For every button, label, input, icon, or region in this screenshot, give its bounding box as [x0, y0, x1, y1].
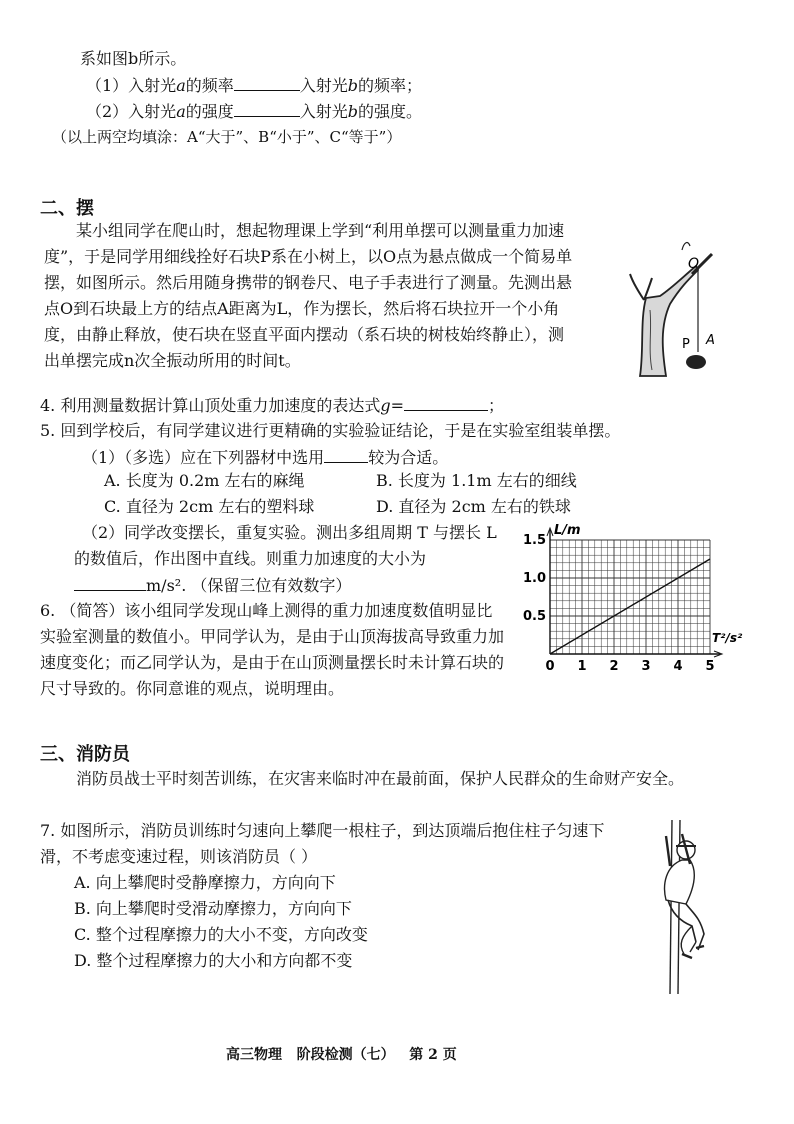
- y-tick-label: 1.5: [522, 533, 546, 548]
- q2-prefix: （2）入射光: [86, 102, 177, 121]
- question-6: 6. （简答）该小组同学发现山峰上测得的重力加速度数值明显比实验室测量的数值小。甲同学认为，是由于山顶海拔高导致重力加速度变化；而乙同学认为，是由于在山顶测量摆长时未计算石块的尺寸导致的。你同意谁的观点，说明理由。: [40, 601, 505, 698]
- q7-option-c: C. 整个过程摩擦力的大小不变，方向改变: [74, 925, 368, 944]
- q1-var-b: b: [347, 76, 359, 95]
- x-tick-label: 5: [705, 659, 715, 672]
- l-t2-chart: [520, 520, 770, 672]
- answer-blank-1[interactable]: [234, 72, 300, 91]
- chart-marks: [550, 559, 710, 654]
- section-title-pendulum: 二、摆: [40, 198, 94, 219]
- option-d: D. 直径为 2cm 左右的铁球: [376, 497, 571, 516]
- answer-blank-q5-1[interactable]: [324, 444, 368, 463]
- q7-option-a: A. 向上攀爬时受静摩擦力，方向向下: [74, 873, 336, 892]
- q5-2-unit: m/s².: [146, 576, 187, 595]
- series-line: [550, 559, 710, 654]
- q5-1-prefix: （1）（多选）应在下列器材中选用: [82, 448, 325, 467]
- continuation-line: 系如图b所示。: [80, 49, 187, 68]
- section-title-firefighter: 三、消防员: [40, 744, 130, 765]
- question-5: 5. 回到学校后，有同学建议进行更精确的实验验证结论，于是在实验室组装单摆。: [40, 421, 621, 440]
- x-axis-label: T²/s²: [712, 631, 743, 645]
- question-7: 7. 如图所示，消防员训练时匀速向上攀爬一根柱子，到达顶端后抱住柱子匀速下滑，不考虑变速过程，则该消防员（ ）: [40, 821, 605, 866]
- chart-grid: [550, 540, 710, 654]
- label-a: A: [706, 333, 715, 348]
- y-axis-label: L/m: [554, 523, 581, 538]
- firefighter-intro: 消防员战士平时刻苦训练，在灾害来临时冲在最前面，保护人民群众的生命财产安全。: [76, 769, 685, 788]
- footer-page: 第 2 页: [409, 1047, 457, 1063]
- x-tick-label: 0: [545, 659, 555, 672]
- tree-pendulum-figure: [626, 240, 726, 380]
- footer: [226, 1044, 457, 1064]
- fill-note: （以上两空均填涂：A“大于”、B“小于”、C“等于”）: [52, 128, 402, 146]
- question-5-2-line3: [74, 572, 351, 599]
- answer-blank-2[interactable]: [234, 98, 300, 117]
- q7-option-d: D. 整个过程摩擦力的大小和方向都不变: [74, 951, 353, 970]
- question-5-2-line2: 的数值后，作出图中直线。则重力加速度的大小为: [74, 549, 427, 568]
- q4-prefix: 4. 利用测量数据计算山顶处重力加速度的表达式: [40, 396, 381, 415]
- question-4: [40, 392, 504, 419]
- question-5-2-line1: （2）同学改变摆长，重复实验。测出多组周期 T 与摆长 L: [82, 523, 497, 542]
- option-c: C. 直径为 2cm 左右的塑料球: [104, 497, 315, 516]
- q1-post: 入射光: [299, 76, 348, 95]
- y-tick-label: 0.5: [522, 609, 546, 624]
- question-line-1: [86, 72, 422, 99]
- x-tick-label: 4: [673, 659, 683, 672]
- answer-blank-q4[interactable]: [404, 392, 488, 411]
- firefighter-figure: [642, 818, 722, 996]
- q2-var-b: b: [347, 102, 359, 121]
- question-line-2: [86, 98, 422, 125]
- label-o: O: [688, 256, 700, 272]
- q2-end: 的强度。: [358, 102, 423, 121]
- x-tick-label: 2: [609, 659, 619, 672]
- x-tick-label: 3: [641, 659, 651, 672]
- footer-exam: 阶段检测（七）: [296, 1047, 395, 1063]
- q5-1-end: 较为合适。: [368, 448, 449, 467]
- answer-blank-q5-2[interactable]: [74, 572, 146, 591]
- q1-end: 的频率；: [358, 76, 423, 95]
- q1-mid: 的频率: [185, 76, 234, 95]
- q7-option-b: B. 向上攀爬时受滑动摩擦力，方向向下: [74, 899, 352, 918]
- q4-var: g=: [380, 396, 405, 415]
- q1-prefix: （1）入射光: [86, 76, 177, 95]
- option-b: B. 长度为 1.1m 左右的细线: [376, 471, 577, 490]
- q5-2-note: （保留三位有效数字）: [191, 576, 352, 595]
- x-tick-label: 1: [577, 659, 587, 672]
- y-tick-label: 1.0: [522, 571, 546, 586]
- q4-end: ；: [488, 396, 505, 415]
- q2-var-a: a: [176, 102, 186, 121]
- q1-var-a: a: [176, 76, 186, 95]
- pendulum-intro: 某小组同学在爬山时，想起物理课上学到“利用单摆可以测量重力加速度”，于是同学用细线拴好石块P系在小树上，以O点为悬点做成一个简易单摆，如图所示。然后用随身携带的钢卷尺、电子手表进行了测量。先测出悬点O到石块最上方的结点A距离为L，作为摆长，然后将石块拉开一个小角度，由静止释放，使石块在竖直平面内摆动（系石块的树枝始终静止），测出单摆完成n次全振动所用的时间t。: [44, 221, 573, 370]
- footer-subject: 高三物理: [226, 1047, 282, 1063]
- option-a: A. 长度为 0.2m 左右的麻绳: [104, 471, 305, 490]
- question-5-1: [82, 444, 448, 471]
- label-p: P: [682, 337, 690, 352]
- q2-mid: 的强度: [185, 102, 234, 121]
- q2-post: 入射光: [299, 102, 348, 121]
